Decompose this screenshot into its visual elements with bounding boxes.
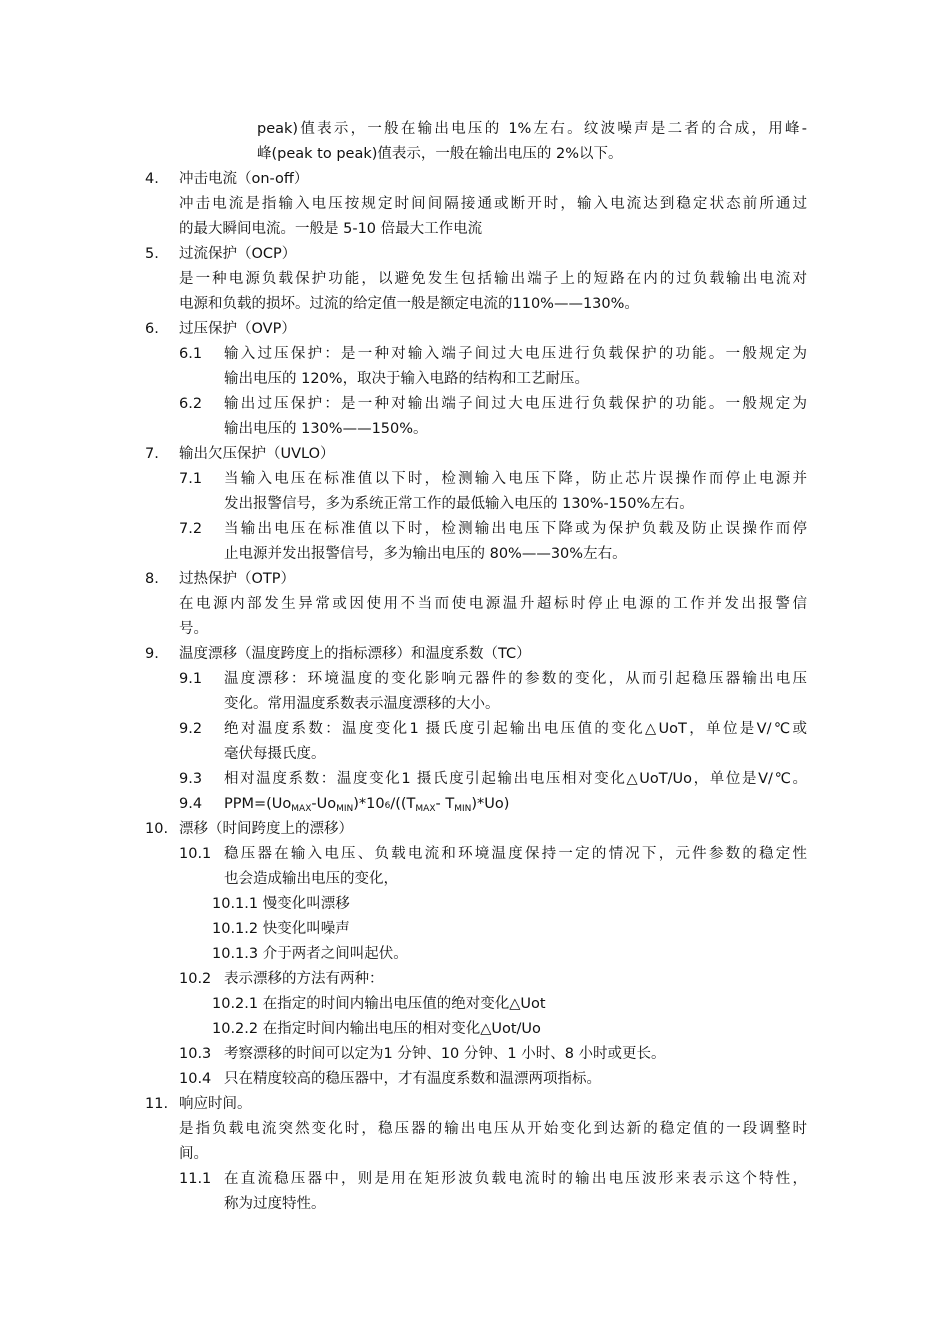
item-10-1-line-2: 也会造成输出电压的变化， (224, 871, 398, 887)
item-10-4-number: 10.4 (179, 1071, 212, 1087)
item-11-1-line-2: 称为过度特性。 (224, 1196, 326, 1212)
item-9-2-line-1: 绝对温度系数：温度变化1 摄氏度引起输出电压值的变化△UoT，单位是V/℃或 (224, 721, 807, 737)
item-9-1-number: 9.1 (179, 671, 203, 687)
item-10-4-line-1: 只在精度较高的稳压器中，才有温度系数和温漂两项指标。 (224, 1071, 601, 1087)
item-10-1-line-1: 稳压器在输入电压、负载电流和环境温度保持一定的情况下，元件参数的稳定性 (224, 846, 807, 862)
section-5-number: 5. (145, 246, 159, 262)
item-10-2-number: 10.2 (179, 971, 212, 987)
item-9-1-line-2: 变化。常用温度系数表示温度漂移的大小。 (224, 696, 500, 712)
item-9-4-number: 9.4 (179, 796, 203, 812)
section-8-number: 8. (145, 571, 159, 587)
section-5-body-1: 是一种电源负载保护功能，以避免发生包括输出端子上的短路在内的过负载输出电流对 (179, 271, 807, 287)
section-4-title: 冲击电流（on-off） (179, 171, 309, 187)
section-4-number: 4. (145, 171, 159, 187)
section-11-number: 11. (145, 1096, 169, 1112)
section-8-title: 过热保护（OTP） (179, 571, 296, 587)
item-7-2-line-1: 当输出电压在标准值以下时，检测输出电压下降或为保护负载及防止误操作而停 (224, 521, 807, 537)
intro-line-2: 峰(peak to peak)值表示，一般在输出电压的 2%以下。 (257, 146, 623, 162)
section-6-title: 过压保护（OVP） (179, 321, 296, 337)
item-10-1-number: 10.1 (179, 846, 212, 862)
section-8-body-2: 号。 (179, 621, 208, 637)
section-10-number: 10. (145, 821, 169, 837)
item-9-1-line-1: 温度漂移：环境温度的变化影响元器件的参数的变化，从而引起稳压器输出电压 (224, 671, 807, 687)
item-10-2-line-1: 表示漂移的方法有两种： (224, 971, 384, 987)
item-6-1-number: 6.1 (179, 346, 203, 362)
item-10-3-number: 10.3 (179, 1046, 212, 1062)
item-9-3-number: 9.3 (179, 771, 203, 787)
item-6-2-number: 6.2 (179, 396, 203, 412)
section-7-number: 7. (145, 446, 159, 462)
item-7-1-line-1: 当输入电压在标准值以下时，检测输入电压下降，防止芯片误操作而停止电源并 (224, 471, 807, 487)
section-9-title: 温度漂移（温度跨度上的指标漂移）和温度系数（TC） (179, 646, 531, 662)
section-5-title: 过流保护（OCP） (179, 246, 297, 262)
item-10-2-1: 10.2.1 在指定的时间内输出电压值的绝对变化△Uot (212, 996, 546, 1012)
item-9-3-line-1: 相对温度系数：温度变化1 摄氏度引起输出电压相对变化△UoT/Uo，单位是V/℃。 (224, 771, 807, 787)
intro-line-1: peak)值表示，一般在输出电压的 1%左右。纹波噪声是二者的合成，用峰- (257, 121, 807, 137)
ppm-formula: $PPM=(Uo_{MAX}-Uo_{MIN})*106/((T_{MAX}-$ $T_{MIN})*Uo$) (224, 796, 510, 814)
section-6-number: 6. (145, 321, 159, 337)
item-9-2-number: 9.2 (179, 721, 203, 737)
section-10-title: 漂移（时间跨度上的漂移） (179, 821, 353, 837)
item-10-1-2: 10.1.2 快变化叫噪声 (212, 921, 350, 937)
section-5-body-2: 电源和负载的损坏。过流的给定值一般是额定电流的110%——130%。 (179, 296, 639, 312)
item-7-1-line-2: 发出报警信号，多为系统正常工作的最低输入电压的 130%-150%左右。 (224, 496, 694, 512)
item-6-1-line-1: 输入过压保护：是一种对输入端子间过大电压进行负载保护的功能。一般规定为 (224, 346, 807, 362)
item-11-1-number: 11.1 (179, 1171, 212, 1187)
item-10-3-line-1: 考察漂移的时间可以定为1 分钟、10 分钟、1 小时、8 小时或更长。 (224, 1046, 666, 1062)
item-6-2-line-2: 输出电压的 130%——150%。 (224, 421, 428, 437)
item-6-2-line-1: 输出过压保护：是一种对输出端子间过大电压进行负载保护的功能。一般规定为 (224, 396, 807, 412)
section-4-body-1: 冲击电流是指输入电压按规定时间间隔接通或断开时，输入电流达到稳定状态前所通过 (179, 196, 807, 212)
item-11-1-line-1: 在直流稳压器中，则是用在矩形波负载电流时的输出电压波形来表示这个特性， (224, 1171, 807, 1187)
section-7-title: 输出欠压保护（UVLO） (179, 446, 335, 462)
section-9-number: 9. (145, 646, 159, 662)
item-7-1-number: 7.1 (179, 471, 203, 487)
section-4-body-2: 的最大瞬间电流。一般是 5-10 倍最大工作电流 (179, 221, 483, 237)
section-8-body-1: 在电源内部发生异常或因使用不当而使电源温升超标时停止电源的工作并发出报警信 (179, 596, 807, 612)
item-10-2-2: 10.2.2 在指定时间内输出电压的相对变化△Uot/Uo (212, 1021, 541, 1037)
section-11-body-2: 间。 (179, 1146, 208, 1162)
section-11-body-1: 是指负载电流突然变化时，稳压器的输出电压从开始变化到达新的稳定值的一段调整时 (179, 1121, 807, 1137)
item-10-1-1: 10.1.1 慢变化叫漂移 (212, 896, 350, 912)
section-11-title: 响应时间。 (179, 1096, 252, 1112)
item-9-2-line-2: 毫伏每摄氏度。 (224, 746, 326, 762)
item-7-2-line-2: 止电源并发出报警信号，多为输出电压的 80%——30%左右。 (224, 546, 627, 562)
item-7-2-number: 7.2 (179, 521, 203, 537)
item-6-1-line-2: 输出电压的 120%，取决于输入电路的结构和工艺耐压。 (224, 371, 590, 387)
item-10-1-3: 10.1.3 介于两者之间叫起伏。 (212, 946, 408, 962)
